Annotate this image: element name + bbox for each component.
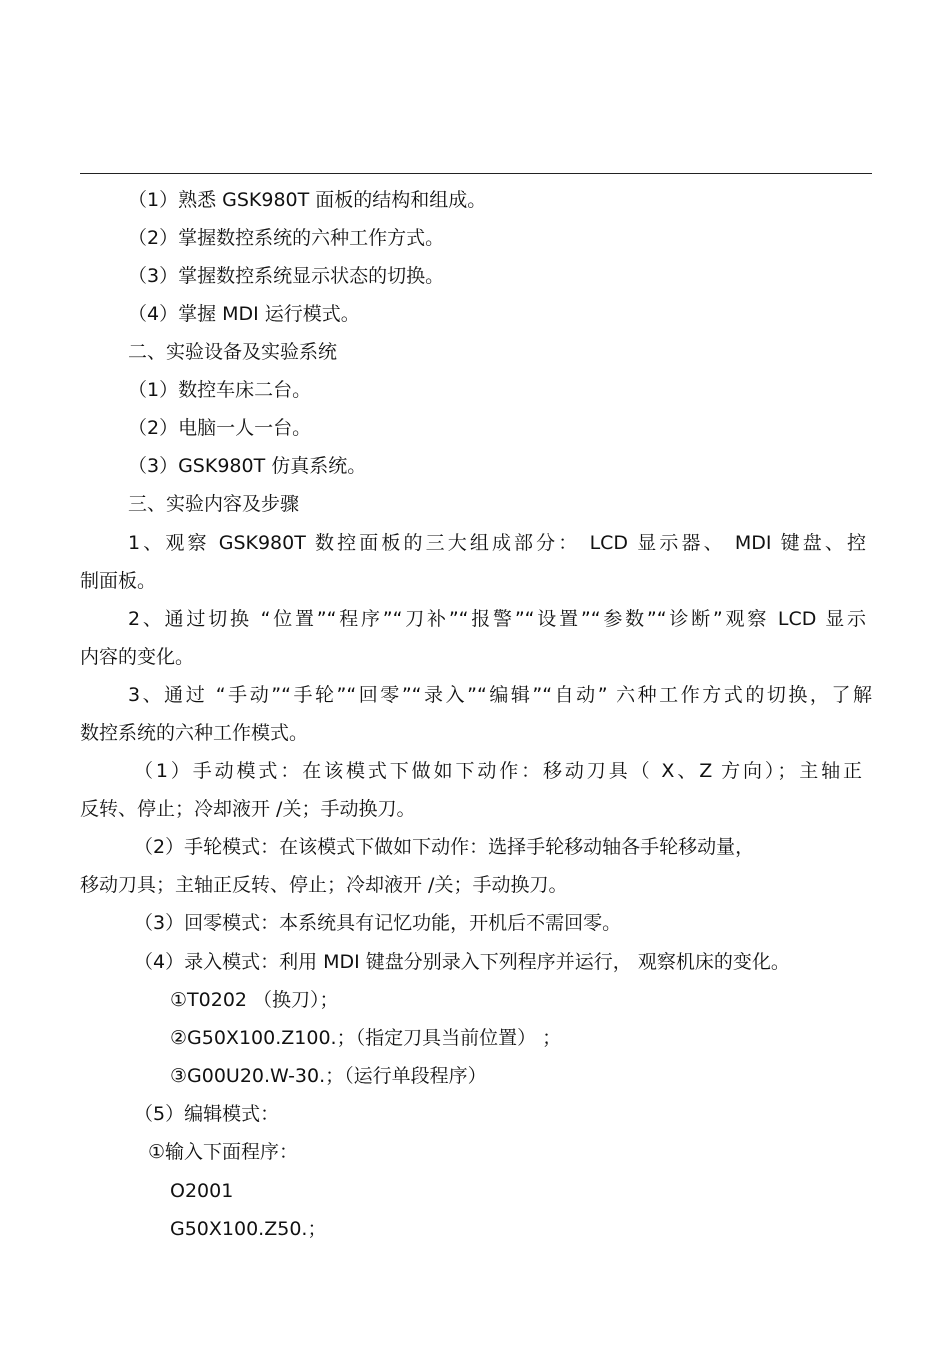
equipment-3: （3）GSK980T 仿真系统。 bbox=[128, 455, 367, 477]
step-1-line-2: 制面板。 bbox=[80, 570, 157, 592]
manual-mode-line-1: （1）手动模式：在该模式下做如下动作：移动刀具（ X、Z 方向）；主轴正 bbox=[134, 760, 862, 782]
step-2-line-2: 内容的变化。 bbox=[80, 646, 195, 668]
header-rule bbox=[80, 173, 872, 174]
home-mode: （3）回零模式：本系统具有记忆功能，开机后不需回零。 bbox=[134, 912, 622, 934]
mdi-program-3: ③G00U20.W-30.；（运行单段程序） bbox=[170, 1065, 487, 1087]
objective-1: （1）熟悉 GSK980T 面板的结构和组成。 bbox=[128, 189, 487, 211]
step-1-line-1: 1、观察 GSK980T 数控面板的三大组成部分： LCD 显示器、 MDI 键盘、控 bbox=[128, 532, 866, 554]
step-3-line-2: 数控系统的六种工作模式。 bbox=[80, 722, 309, 744]
section-heading-steps: 三、实验内容及步骤 bbox=[128, 493, 300, 515]
mdi-program-1: ①T0202 （换刀）； bbox=[170, 989, 339, 1011]
objective-4: （4）掌握 MDI 运行模式。 bbox=[128, 303, 360, 325]
objective-3: （3）掌握数控系统显示状态的切换。 bbox=[128, 265, 445, 287]
handwheel-mode-line-2: 移动刀具；主轴正反转、停止；冷却液开 /关；手动换刀。 bbox=[80, 874, 568, 896]
program-line-1: O2001 bbox=[170, 1180, 234, 1202]
edit-mode: （5）编辑模式： bbox=[134, 1103, 280, 1125]
manual-mode-line-2: 反转、停止；冷却液开 /关；手动换刀。 bbox=[80, 798, 416, 820]
step-3-line-1: 3、通过 “手动”“手轮”“回零”“录入”“编辑”“自动” 六种工作方式的切换，了解 bbox=[128, 684, 872, 706]
equipment-2: （2）电脑一人一台。 bbox=[128, 417, 312, 439]
mdi-mode: （4）录入模式：利用 MDI 键盘分别录入下列程序并运行， 观察机床的变化。 bbox=[134, 951, 790, 973]
section-heading-equipment: 二、实验设备及实验系统 bbox=[128, 341, 338, 363]
handwheel-mode-line-1: （2）手轮模式：在该模式下做如下动作：选择手轮移动轴各手轮移动量， bbox=[134, 836, 755, 858]
program-line-2: G50X100.Z50.； bbox=[170, 1218, 327, 1240]
mdi-program-2: ②G50X100.Z100.；（指定刀具当前位置） ； bbox=[170, 1027, 562, 1049]
objective-2: （2）掌握数控系统的六种工作方式。 bbox=[128, 227, 445, 249]
step-2-line-1: 2、通过切换 “位置”“程序”“刀补”“报警”“设置”“参数”“诊断”观察 LCD 显示 bbox=[128, 608, 866, 630]
equipment-1: （1）数控车床二台。 bbox=[128, 379, 312, 401]
edit-mode-step-1: ①输入下面程序： bbox=[148, 1141, 299, 1163]
